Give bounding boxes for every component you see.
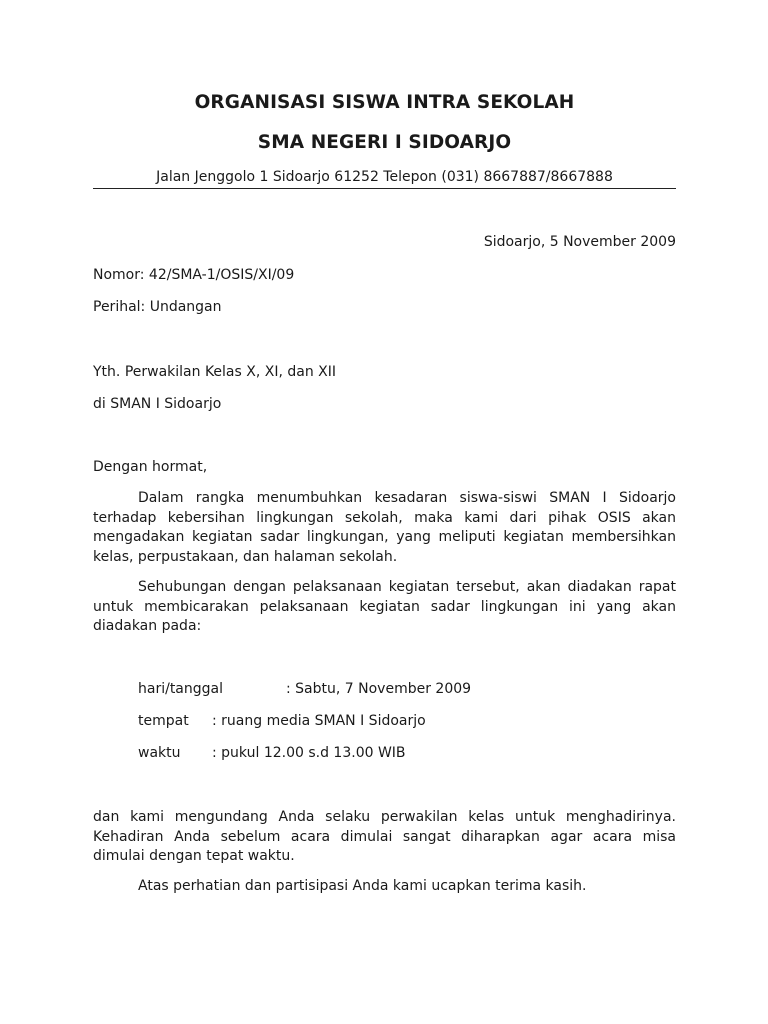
recipient-line-2: di SMAN I Sidoarjo — [93, 396, 222, 412]
letterhead-divider — [93, 188, 676, 189]
detail-label: tempat — [138, 713, 189, 729]
body-paragraph-1: Dalam rangka menumbuhkan kesadaran siswa-siswi SMAN I Sidoarjo terhadap kebersihan lingkungan sekolah, maka kami dari pihak OSIS akan mengadakan kegiatan sadar lingkungan, yang meliputi kegiatan membersihkan kelas, perpustakaan, dan halaman sekolah. — [93, 490, 676, 565]
detail-row-time — [138, 745, 406, 761]
detail-row-place — [138, 713, 426, 729]
body-paragraph-3: dan kami mengundang Anda selaku perwakilan kelas untuk menghadirinya. Kehadiran Anda sebelum acara dimulai sangat diharapkan agar acara misa dimulai dengan tepat waktu. — [93, 809, 676, 864]
letter-page — [93, 0, 676, 1024]
detail-value: : ruang media SMAN I Sidoarjo — [212, 713, 426, 729]
detail-value: : Sabtu, 7 November 2009 — [286, 681, 472, 697]
recipient-line-1: Yth. Perwakilan Kelas X, XI, dan XII — [93, 364, 337, 380]
letter-number: Nomor: 42/SMA-1/OSIS/XI/09 — [93, 267, 295, 283]
closing-sentence: Atas perhatian dan partisipasi Anda kami ucapkan terima kasih. — [138, 878, 587, 894]
place-date: Sidoarjo, 5 November 2009 — [483, 234, 676, 250]
salutation: Dengan hormat, — [93, 459, 208, 475]
letter-subject: Perihal: Undangan — [93, 299, 222, 315]
school-name: SMA NEGERI I SIDOARJO — [257, 132, 512, 153]
detail-label: hari/tanggal — [138, 681, 223, 697]
detail-value: : pukul 12.00 s.d 13.00 WIB — [212, 745, 406, 761]
detail-label: waktu — [138, 745, 181, 761]
detail-row-date — [138, 681, 471, 697]
organization-name: ORGANISASI SISWA INTRA SEKOLAH — [194, 92, 575, 113]
letterhead-address: Jalan Jenggolo 1 Sidoarjo 61252 Telepon (031) 8667887/8667888 — [156, 169, 613, 185]
body-paragraph-2: Sehubungan dengan pelaksanaan kegiatan tersebut, akan diadakan rapat untuk membicarakan pelaksanaan kegiatan sadar lingkungan ini yang akan diadakan pada: — [93, 579, 676, 634]
